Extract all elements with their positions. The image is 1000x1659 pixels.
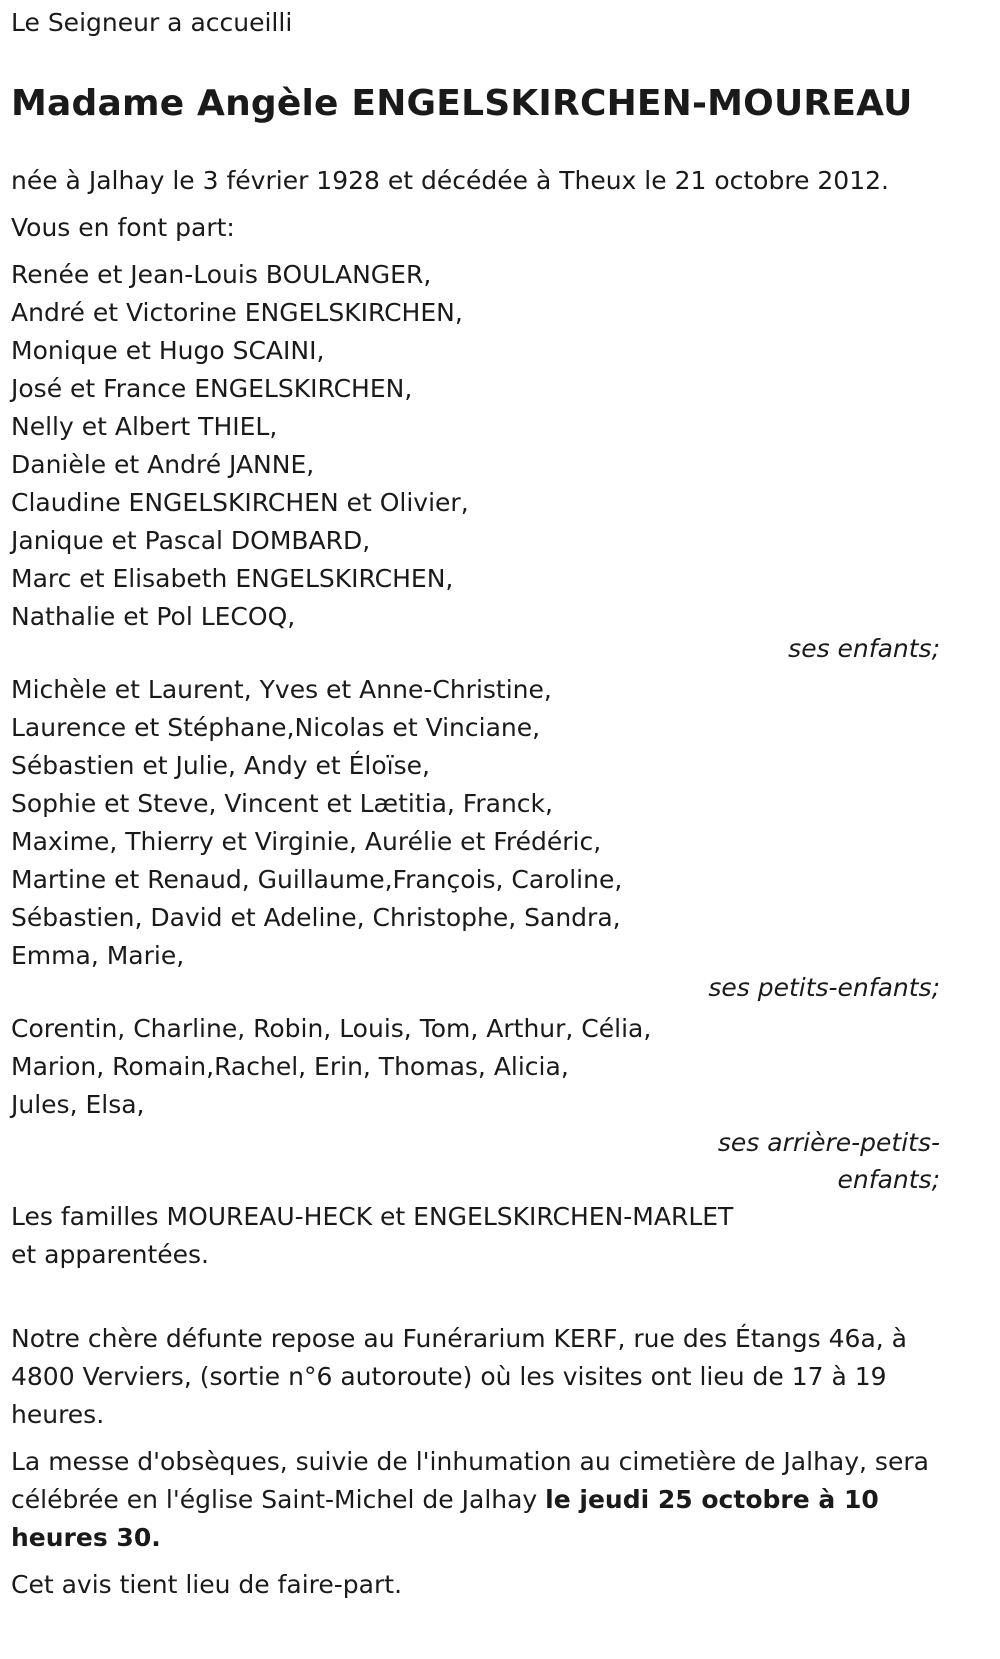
mass-date: le jeudi 25 octobre à 10	[545, 1485, 879, 1514]
families-line: Les familles MOUREAU-HECK et ENGELSKIRCHEN-MARLET	[11, 1202, 734, 1231]
list-item: Sébastien, David et Adeline, Christophe, Sandra,	[11, 903, 621, 932]
rest-line: Notre chère défunte repose au Funérarium KERF, rue des Étangs 46a, à	[11, 1324, 907, 1353]
list-item: Nathalie et Pol LECOQ,	[11, 602, 296, 631]
list-item: Danièle et André JANNE,	[11, 450, 315, 479]
list-item: Renée et Jean-Louis BOULANGER,	[11, 260, 432, 289]
mass-time: heures 30.	[11, 1523, 161, 1552]
mass-line: La messe d'obsèques, suivie de l'inhumation au cimetière de Jalhay, sera	[11, 1447, 929, 1476]
intro-text: Le Seigneur a accueilli	[11, 8, 293, 37]
list-item: Marc et Elisabeth ENGELSKIRCHEN,	[11, 564, 454, 593]
list-item: Corentin, Charline, Robin, Louis, Tom, Arthur, Célia,	[11, 1014, 652, 1043]
great-grandchildren-role-line2: enfants;	[837, 1165, 940, 1194]
closing-line: Cet avis tient lieu de faire-part.	[11, 1570, 403, 1599]
list-item: Monique et Hugo SCAINI,	[11, 336, 325, 365]
list-item: Emma, Marie,	[11, 941, 185, 970]
list-item: Nelly et Albert THIEL,	[11, 412, 278, 441]
mass-line	[11, 1481, 961, 1519]
announce-line: Vous en font part:	[11, 213, 235, 242]
great-grandchildren-list	[11, 1010, 961, 1124]
rest-line: 4800 Verviers, (sortie n°6 autoroute) où les visites ont lieu de 17 à 19	[11, 1362, 887, 1391]
birth-death-line: née à Jalhay le 3 février 1928 et décédée à Theux le 21 octobre 2012.	[11, 166, 889, 195]
list-item: Michèle et Laurent, Yves et Anne-Christine,	[11, 675, 552, 704]
list-item: André et Victorine ENGELSKIRCHEN,	[11, 298, 463, 327]
children-list	[11, 256, 961, 636]
list-item: Sébastien et Julie, Andy et Éloïse,	[11, 751, 430, 780]
grandchildren-list	[11, 671, 961, 975]
great-grandchildren-role-line1: ses arrière-petits-	[717, 1128, 940, 1157]
list-item: Marion, Romain,Rachel, Erin, Thomas, Alicia,	[11, 1052, 569, 1081]
list-item: Martine et Renaud, Guillaume,François, Caroline,	[11, 865, 623, 894]
list-item: Claudine ENGELSKIRCHEN et Olivier,	[11, 488, 469, 517]
list-item: Janique et Pascal DOMBARD,	[11, 526, 371, 555]
list-item: Jules, Elsa,	[11, 1090, 145, 1119]
grandchildren-role: ses petits-enfants;	[708, 973, 940, 1002]
deceased-name: Madame Angèle ENGELSKIRCHEN-MOUREAU	[11, 83, 913, 124]
rest-line: heures.	[11, 1400, 105, 1429]
list-item: Maxime, Thierry et Virginie, Aurélie et Frédéric,	[11, 827, 602, 856]
list-item: Sophie et Steve, Vincent et Lætitia, Franck,	[11, 789, 553, 818]
mass-line	[11, 1519, 961, 1557]
list-item: José et France ENGELSKIRCHEN,	[11, 374, 413, 403]
mass-text: célébrée en l'église Saint-Michel de Jalhay	[11, 1485, 546, 1514]
families-line: et apparentées.	[11, 1240, 209, 1269]
children-role: ses enfants;	[788, 634, 940, 663]
list-item: Laurence et Stéphane,Nicolas et Vinciane,	[11, 713, 541, 742]
obituary-notice	[0, 4, 961, 1604]
